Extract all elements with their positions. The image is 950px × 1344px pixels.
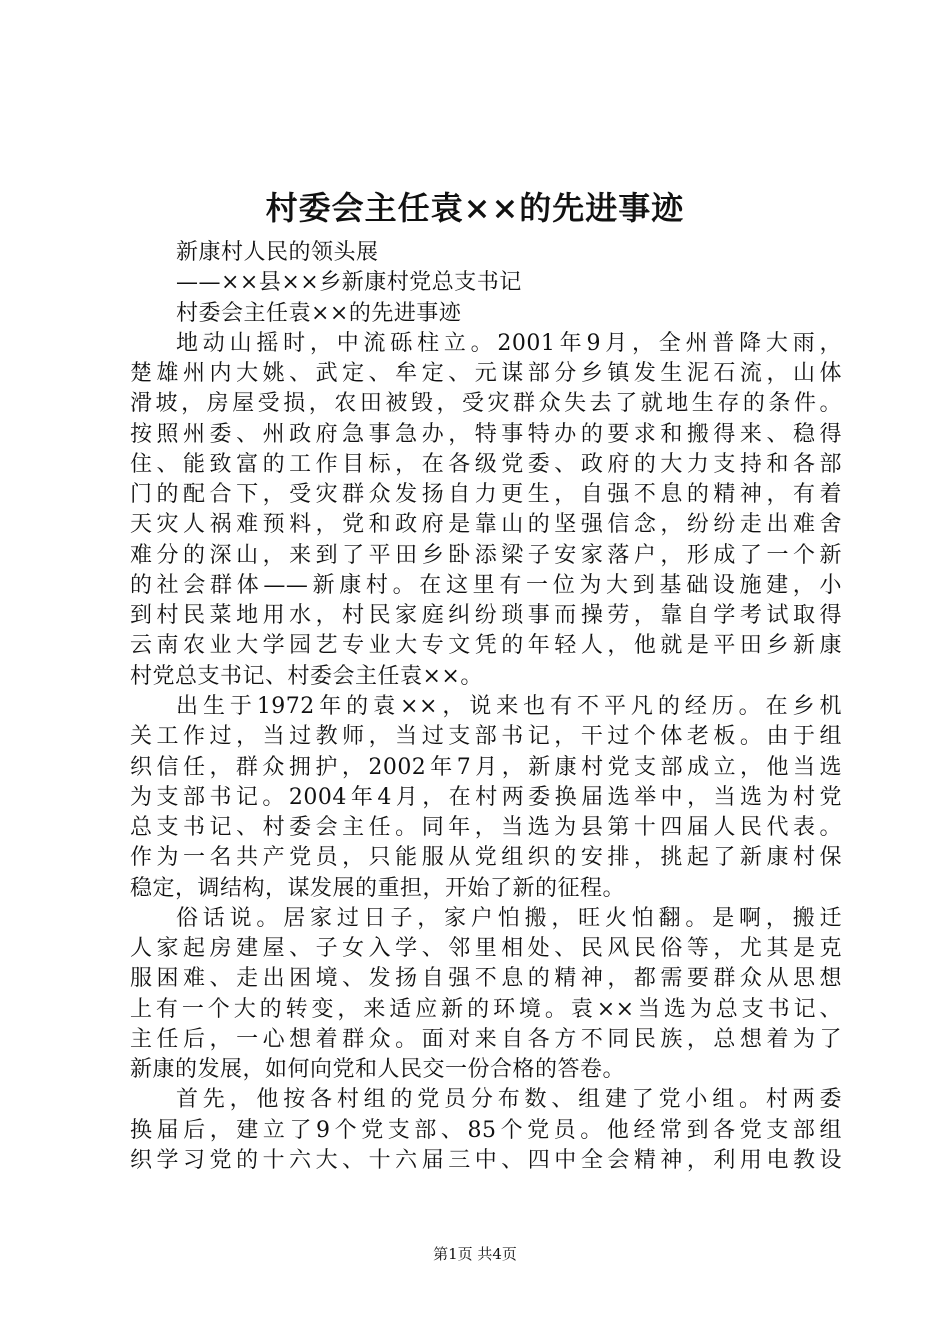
text-line: 俗话说。居家过日子，家户怕搬，旺火怕翻。是啊，搬迁: [176, 905, 842, 931]
document-body: [130, 238, 842, 1176]
text-line: 楚雄州内大姚、武定、牟定、元谋部分乡镇发生泥石流，山体: [130, 361, 842, 387]
text-line: 天灾人祸难预料，党和政府是靠山的坚强信念，纷纷走出难舍: [130, 512, 842, 538]
text-line: 关工作过，当过教师，当过支部书记，干过个体老板。由于组: [130, 724, 842, 750]
text-line: 织学习党的十六大、十六届三中、四中全会精神，利用电教设: [130, 1147, 842, 1173]
text-line: 换届后，建立了9个党支部、85个党员。他经常到各党支部组: [130, 1117, 842, 1143]
text-line: 到村民菜地用水，村民家庭纠纷琐事而操劳，靠自学考试取得: [130, 603, 842, 629]
page-footer: 第1页 共4页: [433, 1245, 517, 1263]
page-title: 村委会主任袁××的先进事迹: [265, 189, 685, 227]
text-line: 织信任，群众拥护，2002年7月，新康村党支部成立，他当选: [130, 754, 842, 780]
text-line: 住、能致富的工作目标，在各级党委、政府的大力支持和各部: [130, 451, 842, 477]
text-line: 总支书记、村委会主任。同年，当选为县第十四届人民代表。: [130, 815, 842, 841]
text-line: 按照州委、州政府急事急办，特事特办的要求和搬得来、稳得: [130, 421, 842, 447]
text-line: 服困难、走出困境、发扬自强不息的精神，都需要群众从思想: [130, 966, 842, 992]
text-line: 上有一个大的转变，来适应新的环境。袁××当选为总支书记、: [130, 996, 842, 1022]
text-line: 新康村人民的领头展: [176, 240, 379, 265]
text-line: ——××县××乡新康村党总支书记: [176, 270, 522, 296]
text-line: 难分的深山，来到了平田乡卧添梁子安家落户，形成了一个新: [130, 542, 842, 568]
text-line: 地动山摇时，中流砾柱立。2001年9月，全州普降大雨，: [176, 330, 842, 356]
text-line: 作为一名共产党员，只能服从党组织的安排，挑起了新康村保: [130, 845, 842, 871]
text-line: 主任后，一心想着群众。面对来自各方不同民族，总想着为了: [130, 1026, 842, 1052]
text-line: 稳定，调结构，谋发展的重担，开始了新的征程。: [130, 875, 626, 901]
text-line: 门的配合下，受灾群众发扬自力更生，自强不息的精神，有着: [130, 482, 842, 508]
text-line: 村委会主任袁××的先进事迹: [176, 300, 462, 326]
text-line: 出生于1972年的袁××，说来也有不平凡的经历。在乡机: [176, 693, 842, 719]
text-line: 人家起房建屋、子女入学、邻里相处、民风民俗等，尤其是克: [130, 936, 842, 962]
text-line: 的社会群体——新康村。在这里有一位为大到基础设施建，小: [130, 572, 842, 598]
text-line: 首先，他按各村组的党员分布数、组建了党小组。村两委: [176, 1087, 842, 1113]
text-line: 新康的发展，如何向党和人民交一份合格的答卷。: [130, 1057, 626, 1083]
text-line: 为支部书记。2004年4月，在村两委换届选举中，当选为村党: [130, 784, 842, 810]
text-line: 云南农业大学园艺专业大专文凭的年轻人，他就是平田乡新康: [130, 633, 842, 659]
text-line: 村党总支书记、村委会主任袁××。: [130, 663, 483, 689]
text-line: 滑坡，房屋受损，农田被毁，受灾群众失去了就地生存的条件。: [130, 391, 842, 417]
